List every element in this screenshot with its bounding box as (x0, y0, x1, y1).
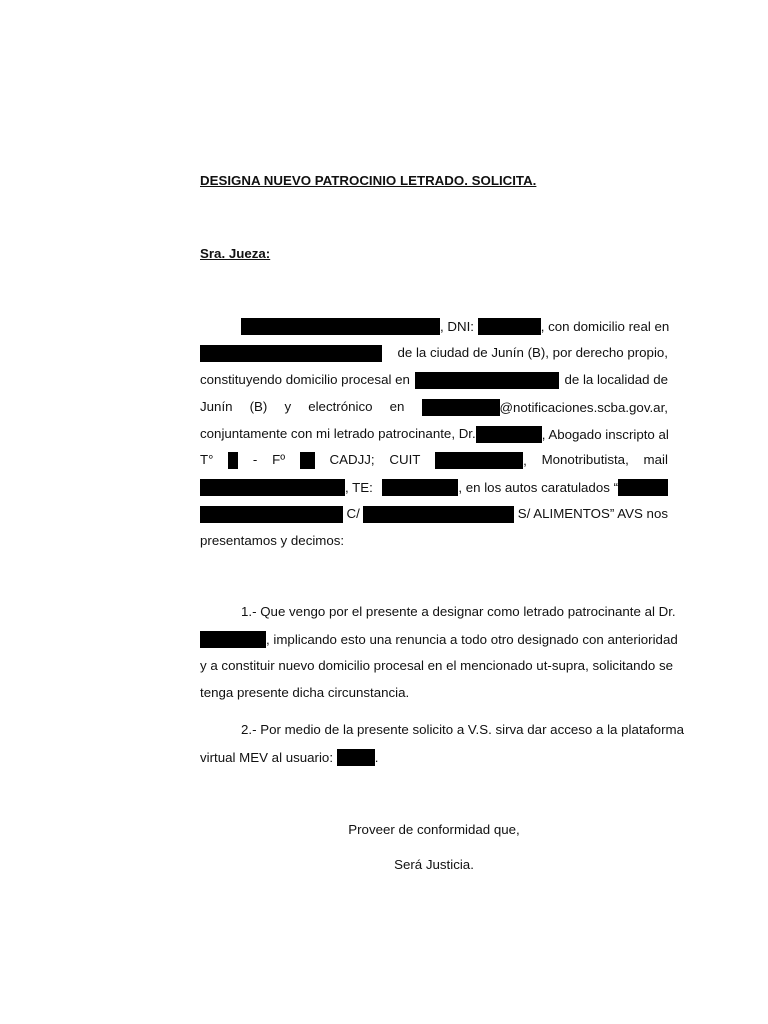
redacted-lawyer-name (476, 426, 542, 443)
redacted-cuit (435, 452, 523, 469)
redacted-dni (478, 318, 541, 335)
item-2-line-1: 2.- Por medio de la presente solicito a V.S. sirva dar acceso a la plataforma (241, 722, 684, 737)
redacted-tomo (228, 452, 238, 469)
item-1-line-4: tenga presente dicha circunstancia. (200, 685, 410, 700)
intro-line-3: constituyendo domicilio procesal en de la localidad de (200, 372, 668, 387)
intro-line-6: T° - Fº CADJJ; CUIT , Monotributista, mail (200, 452, 668, 468)
redacted-phone (382, 479, 458, 496)
redacted-new-lawyer (200, 631, 266, 648)
closing-line-1: Proveer de conformidad que, (348, 822, 520, 837)
intro-line-2: de la ciudad de Junín (B), por derecho propio, (200, 345, 668, 362)
redacted-folio (300, 452, 315, 469)
redacted-mail (200, 479, 345, 496)
salutation: Sra. Jueza: (200, 246, 271, 261)
redacted-mev-user (337, 749, 375, 766)
intro-line-4: Junín (B) y electrónico en @notificaciones.scba.gov.ar, (200, 399, 668, 415)
item-2-line-2: virtual MEV al usuario: . (200, 750, 379, 765)
intro-line-7: , TE: , en los autos caratulados “ (200, 479, 668, 496)
intro-line-8: C/ S/ ALIMENTOS” AVS nos (200, 506, 668, 523)
redacted-real-address (200, 345, 382, 362)
item-1-line-2: , implicando esto una renuncia a todo otro designado con anterioridad (200, 631, 668, 648)
redacted-procedural-address (415, 372, 559, 389)
redacted-case-party-2 (363, 506, 514, 523)
redacted-name (241, 318, 440, 335)
document-title: DESIGNA NUEVO PATROCINIO LETRADO. SOLICITA. (200, 173, 537, 188)
redacted-email-user (422, 399, 500, 416)
intro-line-5: conjuntamente con mi letrado patrocinante, Dr. , Abogado inscripto al (200, 426, 669, 442)
intro-line-9: presentamos y decimos: (200, 533, 345, 548)
closing-line-2: Será Justicia. (394, 857, 474, 872)
item-1-line-1: 1.- Que vengo por el presente a designar como letrado patrocinante al Dr. (241, 604, 676, 619)
redacted-case-party-1-cont (200, 506, 343, 523)
intro-line-1: , DNI: , con domicilio real en (241, 318, 668, 335)
item-1-line-3: y a constituir nuevo domicilio procesal en el mencionado ut-supra, solicitando se (200, 658, 674, 673)
redacted-case-party-1 (618, 479, 668, 496)
